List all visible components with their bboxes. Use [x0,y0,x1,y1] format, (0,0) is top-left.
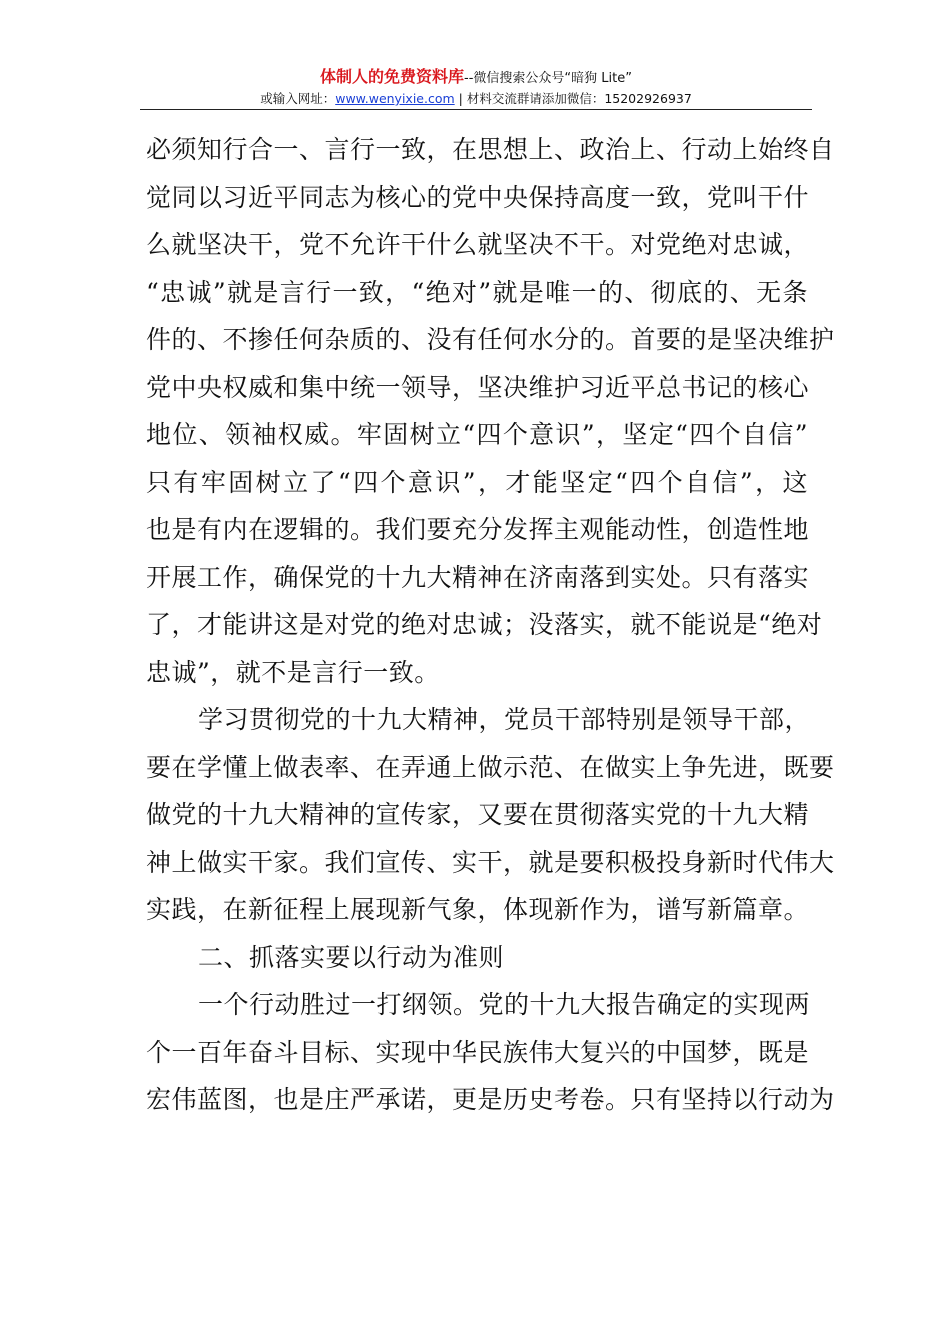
wechat-tagline: --微信搜索公众号“暗狗 Lite” [464,71,632,86]
text-line: 也是有内在逻辑的。我们要充分发挥主观能动性，创造性地 [146,515,810,544]
text-line: 了，才能讲这是对党的绝对忠诚；没落实，就不能说是“绝对 [146,610,823,639]
text-line: 么就坚决干，党不允许干什么就坚决不干。对党绝对忠诚， [146,230,810,259]
text-line: 地位、领袖权威。牢固树立“四个意识”，坚定“四个自信” [146,420,808,449]
text-line: 只有牢固树立了“四个意识”，才能坚定“四个自信”，这 [146,467,808,497]
text-line: 忠诚”，就不是言行一致。 [146,657,440,687]
text-line: 必须知行合一、言行一致，在思想上、政治上、行动上始终自 [146,135,835,164]
contact-info: | 材料交流群请添加微信：15202926937 [454,91,692,106]
website-link[interactable]: www.wenyixie.com [335,91,455,106]
text-line: 做党的十九大精神的宣传家，又要在贯彻落实党的十九大精 [146,800,810,829]
section-heading: 二、抓落实要以行动为准则 [198,942,505,972]
page-header [140,66,812,108]
text-line: 神上做实干家。我们宣传、实干，就是要积极投身新时代伟大 [146,847,835,877]
text-line: 开展工作，确保党的十九大精神在济南落到实处。只有落实 [146,562,810,592]
text-line: 实践，在新征程上展现新气象，体现新作为，谱写新篇章。 [146,895,810,924]
text-line: 宏伟蓝图，也是庄严承诺，更是历史考卷。只有坚持以行动为 [146,1085,835,1114]
text-line: 要在学懂上做表率、在弄通上做示范、在做实上争先进，既要 [146,752,835,782]
paragraph-first-line: 学习贯彻党的十九大精神，党员干部特别是领导干部， [198,705,811,734]
text-line: 党中央权威和集中统一领导，坚决维护习近平总书记的核心 [146,372,810,402]
header-title-line [140,66,812,90]
website-prefix: 或输入网址： [260,91,336,106]
header-contact-line [140,90,812,108]
text-line: 个一百年奋斗目标、实现中华民族伟大复兴的中国梦，既是 [146,1037,810,1067]
text-line: 觉同以习近平同志为核心的党中央保持高度一致，党叫干什 [146,182,810,212]
header-divider [140,109,812,110]
document-body [146,126,835,1124]
paragraph-first-line: 一个行动胜过一打纲领。党的十九大报告确定的实现两 [198,990,811,1019]
text-line: 件的、不掺任何杂质的、没有任何水分的。首要的是坚决维护 [146,325,835,354]
brand-title[interactable]: 体制人的免费资料库 [320,67,465,86]
text-line: “忠诚”就是言行一致，“绝对”就是唯一的、彻底的、无条 [146,277,808,307]
